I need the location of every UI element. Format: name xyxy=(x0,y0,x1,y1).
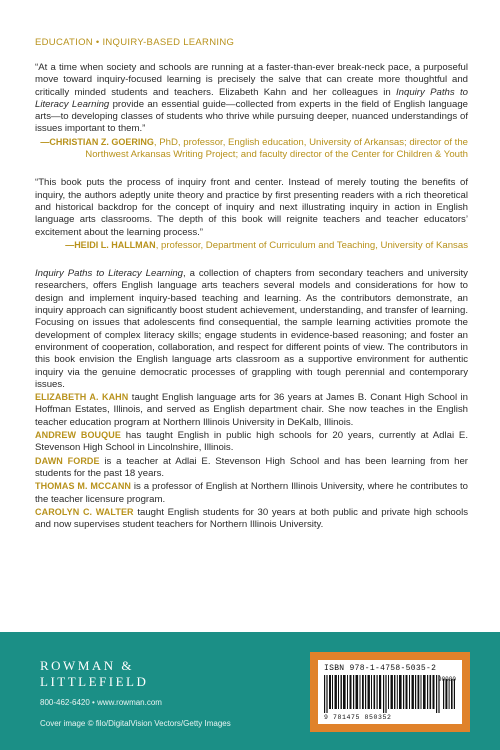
isbn-number: ISBN 978-1-4758-5035-2 xyxy=(324,664,437,673)
endorsement-attribution-1: —CHRISTIAN Z. GOERING, PhD, professor, English education, University of Arkansas; director of the Northwest Arkansas Writing Project; and faculty director of the Center for Children & Youth xyxy=(40,136,468,161)
author-bio-mccann: THOMAS M. MCCANN is a professor of English at Northern Illinois University, where he contributes to the teacher licensure program. xyxy=(35,481,469,505)
isbn-panel xyxy=(310,652,470,732)
category-label: EDUCATION • INQUIRY-BASED LEARNING xyxy=(35,37,235,48)
cover-credit: Cover image © filo/DigitalVision Vectors/Getty Images xyxy=(40,719,231,728)
author-bio-walter: CAROLYN C. WALTER taught English students for 30 years at both public and private high schools and now supervises student teachers for Northern Illinois University. xyxy=(35,506,469,531)
publisher-contact: 800-462-6420 • www.rowman.com xyxy=(40,698,162,707)
barcode-box xyxy=(318,660,462,724)
author-bio-kahn: ELIZABETH A. KAHN taught English language arts for 36 years at James B. Conant High School in Hoffman Estates, Illinois, and served as English department chair. She now teaches in the English teacher education program at Northern Illinois University in DeKalb, Illinois. xyxy=(35,392,468,428)
endorsement-attribution-2: —HEIDI L. HALLMAN, professor, Department of Curriculum and Teaching, University of Kansas xyxy=(65,239,468,251)
barcode-digits: 9 781475 850352 xyxy=(324,714,392,721)
barcode-icon xyxy=(324,675,456,713)
back-cover-text xyxy=(35,62,468,531)
publisher-footer xyxy=(0,632,500,750)
endorsement-quote-2: “This book puts the process of inquiry front and center. Instead of merely touting the benefits of inquiry, the authors adeptly unite theory and practice by first presenting readers with a rich theoretical and historical backdrop for the concept of inquiry and next illustrating inquiry in action in English language arts classrooms. The depth of this book will reignite teachers and teacher educators’ excitement about the learning process.” xyxy=(35,177,468,238)
publisher-logo: ROWMAN & LITTLEFIELD xyxy=(40,658,149,689)
book-description: Inquiry Paths to Literacy Learning, a collection of chapters from secondary teachers and university researchers, offers English language arts teachers several models and considerations for how to design and implement inquiry-based teaching and learning. As the contributors demonstrate, an inquiry approach can significantly boost student achievement, understanding, and transfer of learning. Focusing on issues that adolescents find consequential, the sample learning activities promote the development of complex literacy skills; engage students in evidence-based reasoning; and foster an environment of cooperation, collaboration, and respect for different points of view. The contributors in this book envision the English language arts classroom as a supportive environment for authentic inquiry via the genuine democratic processes of grappling with tough perennial and contemporary issues. xyxy=(35,268,468,390)
author-bio-forde: DAWN FORDE is a teacher at Adlai E. Stevenson High School and has been learning from her students for the past 18 years. xyxy=(35,455,468,479)
author-bio-bouque: ANDREW BOUQUE has taught English in public high schools for 20 years, currently at Adlai E. Stevenson High School in Lincolnshire, Illinois. xyxy=(35,430,468,454)
endorsement-quote-1: “At a time when society and schools are running at a faster-than-ever break-neck pace, a purposeful move toward inquiry-focused learning is precisely the salve that can create more thoughtful and critically minded students and teachers. Elizabeth Kahn and her colleagues in Inquiry Paths to Literacy Learning provide an essential guide—collected from experts in the field of English language arts—to developing classes of students who thrive while pursuing deeper, nuanced understandings of issues important to them.” xyxy=(35,62,468,135)
